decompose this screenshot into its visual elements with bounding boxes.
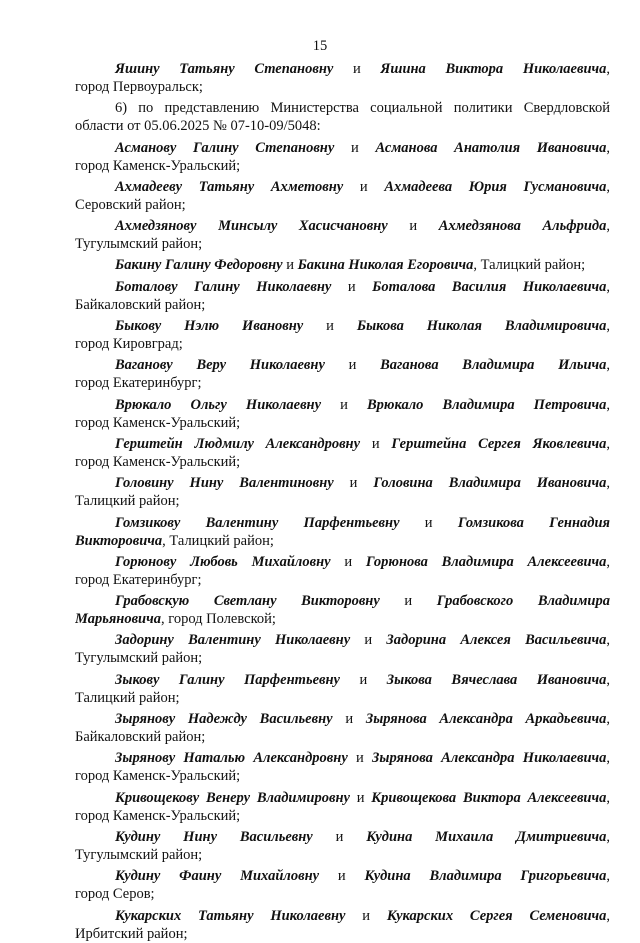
- person-name: Кудина Владимира Григорьевича: [364, 868, 607, 885]
- punctuation: ,: [606, 475, 610, 492]
- location-text: город Екатеринбург;: [75, 375, 202, 392]
- person-name: Зыкову Галину Парфентьевну: [115, 671, 340, 688]
- entry-line: [75, 925, 610, 943]
- person-name: Герштейна Сергея Яковлевича: [391, 435, 607, 452]
- person-name: Головина Владимира Ивановича: [373, 475, 607, 492]
- entry-line: [75, 374, 610, 392]
- entry-line: [75, 78, 610, 96]
- person-name: Яшину Татьяну Степановну: [115, 61, 334, 77]
- person-name: Врюкало Ольгу Николаевну: [115, 396, 322, 413]
- location-text: город Первоуральск;: [75, 79, 203, 95]
- conjunction: и: [404, 593, 413, 610]
- entry-line: [75, 807, 610, 825]
- conjunction: и: [424, 514, 433, 531]
- page-number: 15: [312, 38, 328, 54]
- punctuation: ,: [606, 396, 610, 413]
- person-name: Зыкова Вячеслава Ивановича: [386, 671, 607, 688]
- conjunction: и: [347, 278, 356, 295]
- punctuation: ,: [606, 750, 610, 767]
- entry-line: [75, 631, 610, 649]
- punctuation: ,: [606, 278, 610, 295]
- entry-line: [75, 396, 610, 414]
- conjunction: и: [352, 61, 361, 77]
- punctuation: ,: [606, 671, 610, 688]
- location-text: город Каменск-Уральский;: [75, 414, 241, 431]
- person-name: Гомзикова Геннадия: [457, 514, 610, 531]
- punctuation: ,: [606, 357, 610, 374]
- entry-line: [75, 414, 610, 432]
- punctuation: ,: [606, 318, 610, 335]
- conjunction: и: [335, 828, 344, 845]
- location-text: Ирбитский район;: [75, 925, 188, 942]
- punctuation: ,: [606, 139, 610, 156]
- person-name: Кукарских Сергея Семеновича: [386, 907, 607, 924]
- conjunction: и: [359, 671, 368, 688]
- location-text: город Каменск-Уральский;: [75, 157, 241, 174]
- conjunction: и: [364, 632, 373, 649]
- conjunction: и: [326, 318, 334, 335]
- punctuation: ,: [606, 789, 610, 806]
- person-name: Горюнову Любовь Михайловну: [115, 553, 331, 570]
- entry-line: [75, 217, 610, 235]
- entry-line: [75, 278, 610, 296]
- person-name: Ахмадееву Татьяну Ахметовну: [115, 178, 344, 195]
- entry-line: [75, 885, 610, 903]
- entry-line: [75, 846, 610, 864]
- entry-line: [75, 907, 610, 925]
- entry-line: [75, 532, 610, 550]
- entry-line: [75, 867, 610, 885]
- location-text: город Екатеринбург;: [75, 571, 202, 588]
- conjunction: и: [340, 396, 348, 413]
- entry-line: [75, 689, 610, 707]
- entry-line: [75, 256, 610, 274]
- conjunction: и: [409, 218, 418, 235]
- entry-line: [75, 356, 610, 374]
- punctuation: ,: [606, 868, 610, 885]
- location-text: Талицкий район;: [75, 689, 180, 706]
- punctuation: ,: [606, 435, 610, 452]
- punctuation: ,: [606, 907, 610, 924]
- person-name: Ахмадеева Юрия Гусмановича: [384, 178, 607, 195]
- location-text: город Каменск-Уральский;: [75, 807, 241, 824]
- entry-line: [75, 710, 610, 728]
- person-name: Зырянову Надежду Васильевну: [115, 711, 333, 728]
- person-name: Ваганову Веру Николаевну: [115, 357, 325, 374]
- paragraph-line: [75, 99, 610, 117]
- person-name: Зырянова Александра Николаевича: [372, 750, 607, 767]
- entry-line: [75, 571, 610, 589]
- punctuation: ,: [606, 711, 610, 728]
- person-name: Врюкало Владимира Петровича: [366, 396, 607, 413]
- entry-line: [75, 553, 610, 571]
- location-text: город Кировград;: [75, 336, 183, 353]
- person-name: Задорину Валентину Николаевну: [115, 632, 351, 649]
- entry-line: [75, 296, 610, 314]
- person-name: Марьяновича: [75, 611, 161, 628]
- person-name: Боталову Галину Николаевну: [115, 278, 332, 295]
- punctuation: , Талицкий район;: [473, 257, 586, 274]
- conjunction: и: [362, 907, 371, 924]
- person-name: Горюнова Владимира Алексеевича: [365, 553, 607, 570]
- person-name: Яшина Виктора Николаевича: [380, 61, 607, 77]
- person-name: Быкову Нэлю Ивановну: [115, 318, 304, 335]
- entry-line: [75, 514, 610, 532]
- conjunction: и: [371, 435, 380, 452]
- location-text: Тугулымский район;: [75, 650, 203, 667]
- conjunction: и: [337, 868, 346, 885]
- person-name: Кудина Михаила Дмитриевича: [366, 828, 607, 845]
- entry-line: [75, 789, 610, 807]
- punctuation: ,: [606, 632, 610, 649]
- location-text: , Талицкий район;: [162, 532, 274, 549]
- conjunction: и: [351, 139, 359, 156]
- location-text: Байкаловский район;: [75, 296, 206, 313]
- document-body: [75, 60, 610, 943]
- punctuation: ,: [606, 61, 610, 77]
- conjunction: и: [356, 750, 364, 767]
- person-name: Асманова Анатолия Ивановича: [375, 139, 607, 156]
- person-name: Боталова Василия Николаевича: [372, 278, 607, 295]
- entry-line: [75, 317, 610, 335]
- entry-line: [75, 235, 610, 253]
- person-name: Герштейн Людмилу Александровну: [115, 435, 361, 452]
- entry-line: [75, 767, 610, 785]
- location-text: город Каменск-Уральский;: [75, 768, 241, 785]
- paragraph-text: 6) по представлению Министерства социальной политики Свердловской: [115, 100, 610, 117]
- entry-line: [75, 610, 610, 628]
- person-name: Кривощекова Виктора Алексеевича: [371, 789, 607, 806]
- person-name: Ахмедзянову Минсылу Хасисчановну: [115, 218, 388, 235]
- person-name: Задорина Алексея Васильевича: [386, 632, 607, 649]
- conjunction: и: [348, 357, 357, 374]
- entry-line: [75, 671, 610, 689]
- entry-line: [75, 828, 610, 846]
- entry-line: [75, 649, 610, 667]
- location-text: , город Полевской;: [161, 611, 276, 628]
- entry-line: [75, 139, 610, 157]
- location-text: Тугулымский район;: [75, 846, 203, 863]
- person-name: Грабовского Владимира: [436, 593, 610, 610]
- location-text: Серовский район;: [75, 196, 186, 213]
- conjunction: и: [356, 789, 365, 806]
- person-name: Кудину Нину Васильевну: [115, 828, 313, 845]
- entry-line: [75, 196, 610, 214]
- person-name: Бакина Николая Егоровича: [297, 257, 474, 274]
- punctuation: ,: [606, 178, 610, 195]
- entry-line: [75, 474, 610, 492]
- location-text: Байкаловский район;: [75, 729, 206, 746]
- entry-line: [75, 492, 610, 510]
- location-text: Тугулымский район;: [75, 236, 203, 253]
- person-name: Гомзикову Валентину Парфентьевну: [115, 514, 400, 531]
- person-name: Головину Нину Валентиновну: [115, 475, 334, 492]
- entry-line: [75, 60, 610, 78]
- entry-line: [75, 178, 610, 196]
- person-name: Бакину Галину Федоровну: [115, 257, 283, 274]
- person-name: Викторовича: [75, 532, 163, 549]
- conjunction: и: [349, 475, 358, 492]
- person-name: Быкова Николая Владимировича: [356, 318, 607, 335]
- location-text: город Серов;: [75, 886, 155, 903]
- person-name: Зырянова Александра Аркадьевича: [365, 711, 607, 728]
- conjunction: и: [344, 553, 353, 570]
- entry-line: [75, 435, 610, 453]
- person-name: Кривощекову Венеру Владимировну: [115, 789, 350, 806]
- punctuation: ,: [606, 218, 610, 235]
- entry-line: [75, 157, 610, 175]
- entry-line: [75, 728, 610, 746]
- entry-line: [75, 592, 610, 610]
- person-name: Ахмедзянова Альфрида: [438, 218, 607, 235]
- location-text: город Каменск-Уральский;: [75, 453, 241, 470]
- punctuation: ,: [606, 828, 610, 845]
- paragraph-text: области от 05.06.2025 № 07-10-09/5048:: [75, 118, 321, 135]
- location-text: Талицкий район;: [75, 493, 180, 510]
- person-name: Асманову Галину Степановну: [115, 139, 335, 156]
- entry-line: [75, 453, 610, 471]
- punctuation: ,: [606, 553, 610, 570]
- person-name: Зырянову Наталью Александровну: [115, 750, 348, 767]
- conjunction: и: [359, 178, 368, 195]
- entry-line: [75, 749, 610, 767]
- conjunction: и: [345, 711, 354, 728]
- person-name: Грабовскую Светлану Викторовну: [115, 593, 380, 610]
- conjunction: и: [286, 257, 294, 274]
- person-name: Кукарских Татьяну Николаевну: [115, 907, 346, 924]
- person-name: Кудину Фаину Михайловну: [115, 868, 320, 885]
- entry-line: [75, 335, 610, 353]
- paragraph-line: [75, 117, 610, 135]
- person-name: Ваганова Владимира Ильича: [380, 357, 607, 374]
